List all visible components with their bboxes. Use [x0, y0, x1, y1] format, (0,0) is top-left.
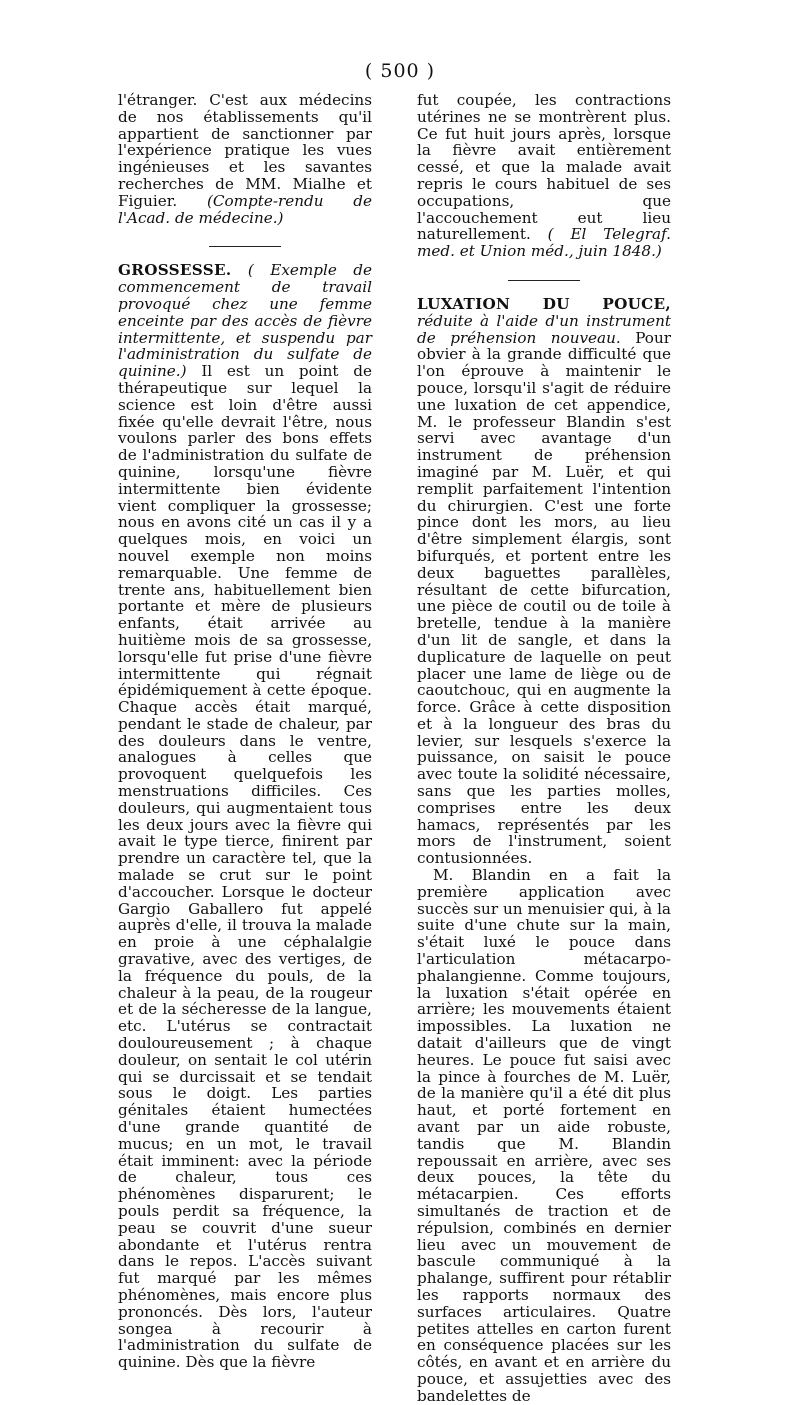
article-paragraph: M. Blandin en a fait la première application avec succès sur un menuisier qui, à la suite d'une chute sur la main, s'était luxé le pouce dans l'articulation métacarpo-phalangienne. Comme toujours, la luxation s'était opérée en arrière; les mouvements étaient impossibles. La luxation ne datait d'ailleurs que de vingt heures. Le pouce fut saisi avec la pince à fourches de M. Luër, de la manière qu'il a été dit plus haut, et porté fortement en avant par un aide robuste, tandis que M. Blandin repoussait en arrière, avec ses deux pouces, la tête du métacarpien. Ces efforts simultanés de traction et de répulsion, combinés en dernier lieu avec un mouvement de bascule communiqué à la phalange, suffirent pour rétablir les rapports normaux des surfaces articulaires. Quatre petites attelles en carton furent en conséquence placées sur les côtés, en avant et en arrière du pouce, et assujetties avec des bandelettes de — [417, 866, 671, 1405]
source-citation: (Compte-rendu de l'Acad. de médecine.) — [118, 191, 373, 227]
article-subtitle: ( Exemple de commencement de travail provoqué chez une femme enceinte par des accès de fièvre intermittente, et suspendu par l'administration du sulfate de quinine.) — [118, 261, 373, 381]
page-number: ( 500 ) — [364, 60, 436, 82]
article-body: Pour obvier à la grande difficulté que l'on éprouve à maintenir le pouce, lorsqu'il s'agit de réduire une luxation de cet appendice, M. le professeur Blandin s'est servi avec avantage d'un instrument de préhension imaginé par M. Luër, et qui remplit parfaitement l'intention du chirurgien. C'est une forte pince dont les mors, au lieu d'être simplement élargis, sont bifurqués, et portent entre les deux baguettes parallèles, résultant de cette bifurcation, une pièce de coutil ou de toile à bretelle, tendue à la manière d'un lit de sangle, et dans la duplicature de laquelle on peut placer une lame de liège ou de caoutchouc, qui en augmente la force. Grâce à cette disposition et à la longueur des bras du levier, sur lesquels s'exerce la puissance, on saisit le pouce avec toute la solidité nécessaire, sans que les parties molles, comprises entre les deux hamacs, représentés par les mors de l'instrument, soient contusionnées. — [417, 328, 671, 868]
article-body: Il est un point de thérapeutique sur lequel la science est loin d'être aussi fixée qu'elle devrait l'être, nous voulons parler des bons effets de l'administration du sulfate de quinine, lorsqu'une fièvre intermittente bien évidente vient compliquer la grossesse; nous en avons cité un cas il y a quelques mois, en voici un nouvel exemple non moins remarquable. Une femme de trente ans, habituellement bien portante et mère de plusieurs enfants, était arrivée au huitième mois de sa grossesse, lorsqu'elle fut prise d'une fièvre intermittente qui régnait épidémiquement à cette époque. Chaque accès était marqué, pendant le stade de chaleur, par des douleurs dans le ventre, analogues à celles que provoquent quelquefois les menstruations difficiles. Ces douleurs, qui augmentaient tous les deux jours avec la fièvre qui avait le type tierce, finirent par prendre un caractère tel, que la malade se crut sur le point d'accoucher. Lorsque le docteur Gargio Gaballero fut appelé auprès d'elle, il trouva la malade en proie à une céphalalgie gravative, avec des vertiges, de la fréquence du pouls, de la chaleur à la peau, de la rougeur et de la sécheresse de la langue, etc. L'utérus se contractait douloureusement ; à chaque douleur, on sentait le col utérin qui se durcissait et se tendait sous le doigt. Les parties génitales étaient humectées d'une grande quantité de mucus; en un mot, le travail était imminent: avec la période de chaleur, tous ces phénomènes disparurent; le pouls perdit sa fréquence, la peau se couvrit d'une sueur abondante et l'utérus rentra dans le repos. L'accès suivant fut marqué par les mêmes phénomènes, mais encore plus prononcés. Dès lors, l'auteur songea à recourir à l'administration du sulfate de quinine. Dès que la fièvre — [118, 362, 373, 1372]
source-citation: ( El Telegraf. med. et Union méd., juin 1848.) — [417, 225, 671, 261]
left-column — [118, 92, 372, 1371]
article-grossesse — [118, 262, 372, 1371]
article-subtitle: réduite à l'aide d'un instrument de préhension nouveau. — [417, 311, 671, 347]
article-separator — [209, 246, 281, 247]
continued-paragraph — [118, 92, 372, 226]
article-separator — [508, 280, 580, 281]
article-heading: GROSSESSE. — [118, 261, 232, 280]
article-luxation — [417, 296, 671, 867]
continued-text: l'étranger. C'est aux médecins de nos établissements qu'il appartient de sanctionner par l'expérience pratique les vues ingénieuses et les savantes recherches de MM. Mialhe et Figuier. — [118, 91, 372, 210]
continued-paragraph — [417, 92, 671, 260]
continued-text: fut coupée, les contractions utérines ne se montrèrent plus. Ce fut huit jours après, lorsque la fièvre avait entièrement cessé, et que la malade avait repris le cours habituel de ses occupations, que l'accouchement eut lieu naturellement. — [417, 91, 671, 244]
right-column — [417, 92, 671, 1405]
article-heading: LUXATION DU POUCE, — [417, 294, 671, 313]
